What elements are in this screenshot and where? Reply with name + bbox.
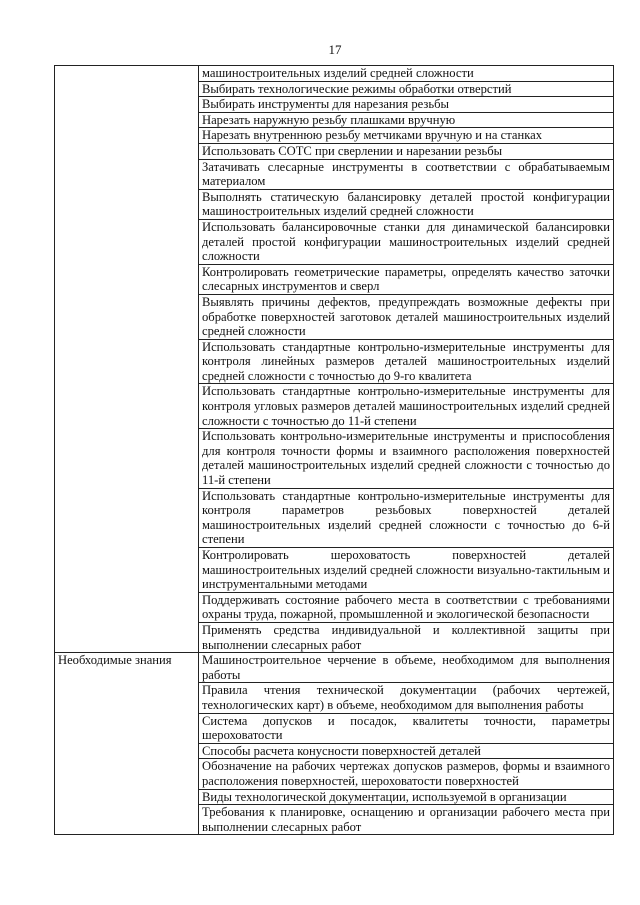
requirement-cell: Обозначение на рабочих чертежах допусков размеров, формы и взаимного расположения поверхностей, шероховатости поверхностей bbox=[199, 759, 614, 789]
requirement-cell: Использовать СОТС при сверлении и нарезании резьбы bbox=[199, 143, 614, 159]
requirement-cell: машиностроительных изделий средней сложности bbox=[199, 66, 614, 82]
requirement-cell: Выявлять причины дефектов, предупреждать возможные дефекты при обработке поверхностей заготовок деталей машиностроительных изделий средней сложности bbox=[199, 294, 614, 339]
requirement-cell: Нарезать наружную резьбу плашками вручную bbox=[199, 112, 614, 128]
requirement-cell: Правила чтения технической документации (рабочих чертежей, технологических карт) в объеме, необходимом для выполнения работы bbox=[199, 683, 614, 713]
requirement-cell: Машиностроительное черчение в объеме, необходимом для выполнения работы bbox=[199, 653, 614, 683]
requirement-cell: Выбирать технологические режимы обработки отверстий bbox=[199, 81, 614, 97]
requirement-cell: Использовать контрольно-измерительные инструменты и приспособления для контроля точности формы и взаимного расположения поверхностей деталей машиностроительных изделий средней сложности с точностью до 11-й степени bbox=[199, 429, 614, 488]
requirement-cell: Виды технологической документации, используемой в организации bbox=[199, 789, 614, 805]
requirement-cell: Контролировать геометрические параметры, определять качество заточки слесарных инструментов и сверл bbox=[199, 264, 614, 294]
requirement-cell: Выполнять статическую балансировку деталей простой конфигурации машиностроительных изделий средней сложности bbox=[199, 189, 614, 219]
requirement-cell: Требования к планировке, оснащению и организации рабочего места при выполнении слесарных работ bbox=[199, 805, 614, 835]
requirement-cell: Система допусков и посадок, квалитеты точности, параметры шероховатости bbox=[199, 713, 614, 743]
requirement-cell: Применять средства индивидуальной и коллективной защиты при выполнении слесарных работ bbox=[199, 622, 614, 652]
requirement-cell: Использовать стандартные контрольно-измерительные инструменты для контроля параметров резьбовых поверхностей деталей машиностроительных изделий средней сложности с точностью до 6-й степени bbox=[199, 488, 614, 547]
group-label-cell bbox=[55, 66, 199, 653]
requirement-cell: Использовать балансировочные станки для динамической балансировки деталей простой конфигурации машиностроительных изделий средней сложности bbox=[199, 219, 614, 264]
requirement-cell: Затачивать слесарные инструменты в соответствии с обрабатываемым материалом bbox=[199, 159, 614, 189]
requirement-cell: Поддерживать состояние рабочего места в соответствии с требованиями охраны труда, пожарной, промышленной и экологической безопасности bbox=[199, 592, 614, 622]
requirement-cell: Контролировать шероховатость поверхностей деталей машиностроительных изделий средней сложности визуально-тактильным и инструментальными методами bbox=[199, 548, 614, 593]
competency-table-body bbox=[55, 66, 614, 835]
requirement-cell: Способы расчета конусности поверхностей деталей bbox=[199, 743, 614, 759]
requirement-cell: Выбирать инструменты для нарезания резьбы bbox=[199, 97, 614, 113]
table-row bbox=[55, 66, 614, 82]
group-label-cell: Необходимые знания bbox=[55, 653, 199, 835]
requirement-cell: Использовать стандартные контрольно-измерительные инструменты для контроля линейных размеров деталей машиностроительных изделий средней сложности с точностью до 9-го квалитета bbox=[199, 339, 614, 384]
table-row bbox=[55, 653, 614, 683]
requirement-cell: Использовать стандартные контрольно-измерительные инструменты для контроля угловых размеров деталей машиностроительных изделий средней сложности с точностью до 11-й степени bbox=[199, 384, 614, 429]
requirement-cell: Нарезать внутреннюю резьбу метчиками вручную и на станках bbox=[199, 128, 614, 144]
page-number: 17 bbox=[328, 42, 342, 57]
competency-table bbox=[54, 65, 614, 835]
